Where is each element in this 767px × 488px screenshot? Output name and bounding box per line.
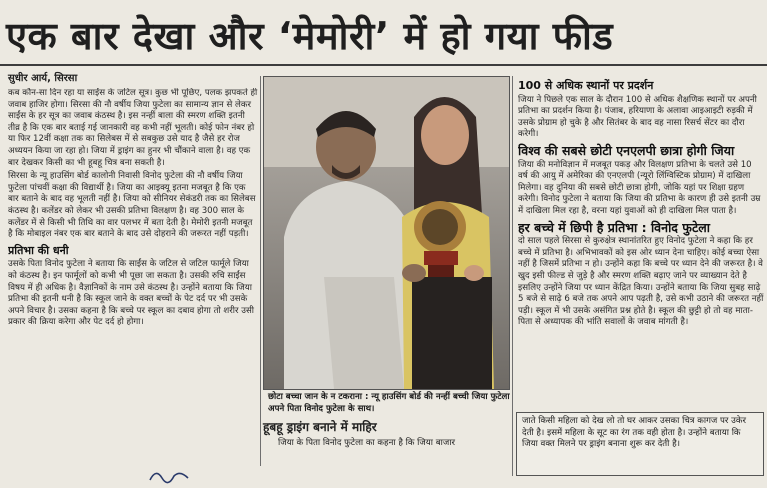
middle-paragraph: जिया के पिता विनोद फुटेला का कहना है कि जिया बाजार	[278, 438, 455, 448]
right-paragraph-1: जिया ने पिछले एक साल के दौरान 100 से अधिक शैक्षणिक स्थानों पर अपनी प्रतिभा का प्रदर्शन किया है। पंजाब, हरियाणा के अलावा आइआइटी रुड़की में उसके प्रोग्राम हो चुके है और सितंबर के बाद वह नासा रिसर्च सेंटर का दौरा करेगी।	[518, 94, 757, 140]
byline: सुधीर आर्य, सिरसा	[8, 73, 78, 84]
subheading-nlp: विश्व की सबसे छोटी एनएलपी छात्रा होगी जिया	[518, 142, 735, 158]
photo-caption: छोटा बच्चा जान के न टकराना : न्यू हाउसिंग बोर्ड की नन्हीं बच्ची जिया फुटेला अपने पिता विनोद फुटेला के साथ।	[268, 392, 510, 414]
body-paragraph: सिरसा के न्यू हाउसिंग बोर्ड कालोनी निवासी विनोद फुटेला की नौ वर्षीय जिया फुटेला पांचवीं कक्षा की विद्यार्थी है। जिया का आइक्यू इतना मजबूत है कि एक बार बताने के बाद वह भूलती नहीं है। जिया को सीनियर सेकंडरी तक का सिलेबस कंठस्थ है। कलेंडर को लेकर भी उसकी प्रतिभा विलक्षण है। वह 300 साल के कलेंडर में से किसी भी तिथि का वार पलभर में बता देती है। मेमोरी इतनी मजबूत है कि मोबाइल नंबर एक बार बताने के बाद उसे दोहराने की जरूरत नहीं पड़ती।	[8, 171, 256, 240]
body-paragraph-2: उसके पिता विनोद फुटेला ने बताया कि साईंस के जटिल से जटिल फार्मूले जिया को कंठस्थ है। इन फार्मूलों को कभी भी पूछा जा सकता है। उसकी रुचि साईंस विषय में ही अधिक है। वैज्ञानिकों के नाम उसे कंठस्थ है। उन्होंने बताया कि जिया प्रतिभा की इतनी धनी है कि स्कूल जाने के वक्त बच्चों के पेट दर्द पर भी उसके अपने विचार है। उसका कहना है कि बच्चे पर स्कूल का दबाव होगा तो शरीर उसी प्रकार की क्रिया करेगा और पेट दर्द हो होगा।	[8, 259, 254, 328]
intro-paragraph: कब कौन-सा दिन रहा या साईंस के जटिल सूत्र। कुछ भी पूछिए, पलक झपकते ही जवाब हाजिर होगा। सिरसा की नौ वर्षीय जिया फुटेला का सामान्य ज्ञान से लेकर साईंस के हर सूत्र का जवाब कंठस्थ है। इस नन्हीं बाला की स्मरण शक्ति इतनी तीव्र है कि एक बार बताई गई जानकारी वह कभी नहीं भूलती। कोई फोन नंबर हो या फिर 12वीं कक्षा तक का सिलेबस में से सबकुछ उसे याद है जैसे हर रोज अध्ययन किया जा रहा हो। जिया में ड्राइंग का हुनर भी चौंकाने वाला है। वह एक बार देखकर किसी का भी हूबहू चित्र बना सकती है।	[8, 88, 258, 168]
subheading-100-places: 100 से अधिक स्थानों पर प्रदर्शन	[518, 79, 654, 92]
photo-father-daughter	[263, 76, 510, 390]
headline: एक बार देखा और ‘मेमोरी’ में हो गया फीड	[6, 14, 614, 58]
subheading-pratibha: प्रतिभा की धनी	[8, 243, 69, 257]
right-paragraph-3: दो साल पहले सिरसा से कुरुक्षेत्र स्थानांतरित हुए विनोद फुटेला ने कहा कि हर बच्चे में प्रतिभा है। अभिभावकों को इस ओर ध्यान देना चाहिए। कोई बच्चा ऐसा नहीं है जिसमें प्रतिभा न हो। उन्होंने कहा कि बच्चे पर ध्यान देने की जरूरत है। वे खुद इसी फील्ड से जुड़े है और स्मरण शक्ति बढ़ाए जाने पर व्याख्यान देते है इसलिए उन्होंने जिया पर ध्यान केंद्रित किया। उन्होंने बताया कि जिया सुबह साढ़े 5 बजे से साढ़े 6 बजे तक अपने आप पढ़ती है, उसे कभी उठाने की जरूरत नहीं पड़ी। स्कूल में भी उसके असंगित प्रश्न होते है। स्कूल की छुट्टी हो तो वह माता-पिता से अध्यापक की भांति सवालों के जवाब मांगती है।	[518, 236, 764, 328]
handwritten-mark	[148, 466, 192, 484]
right-paragraph-2: जिया की मनोविज्ञान में मजबूत पकड़ और विलक्षण प्रतिभा के चलते उसे 10 वर्ष की आयु में अमेरिका की एनएलपी (न्यूरो लिंग्विस्टिक प्रोग्राम) में दाखिला मिलेगा। वह दुनिया की सबसे छोटी छात्रा होगी, जोकि यहां पर शिक्षा ग्रहण करेगी। विनोद फुटेला ने बताया कि जिया की प्रतिभा के कारण ही उसे इतनी उम्र में दाखिला मिल रहा है, वरना यहां युवाओं को ही दाखिला मिल पाता है।	[518, 159, 761, 216]
headline-rule	[0, 64, 767, 66]
photo-illustration	[264, 77, 509, 389]
column-divider-right	[512, 76, 513, 476]
continued-box: जाते किसी महिला को देख लो तो घर आकर उसका चित्र कागज पर उकेर देती है। इसमें महिला के सूट का रंग तक वही होता है। उन्होंने बताया कि जिया वक्त मिलने पर ड्राइंग बनाना शुरू कर देती है।	[516, 412, 764, 476]
subheading-every-child: हर बच्चे में छिपी है प्रतिभा : विनोद फुटेला	[518, 219, 710, 235]
left-column	[8, 88, 258, 468]
right-column	[518, 76, 764, 410]
subheading-drawing: हूबहू ड्राइंग बनाने में माहिर	[263, 420, 377, 434]
column-divider	[260, 76, 261, 466]
